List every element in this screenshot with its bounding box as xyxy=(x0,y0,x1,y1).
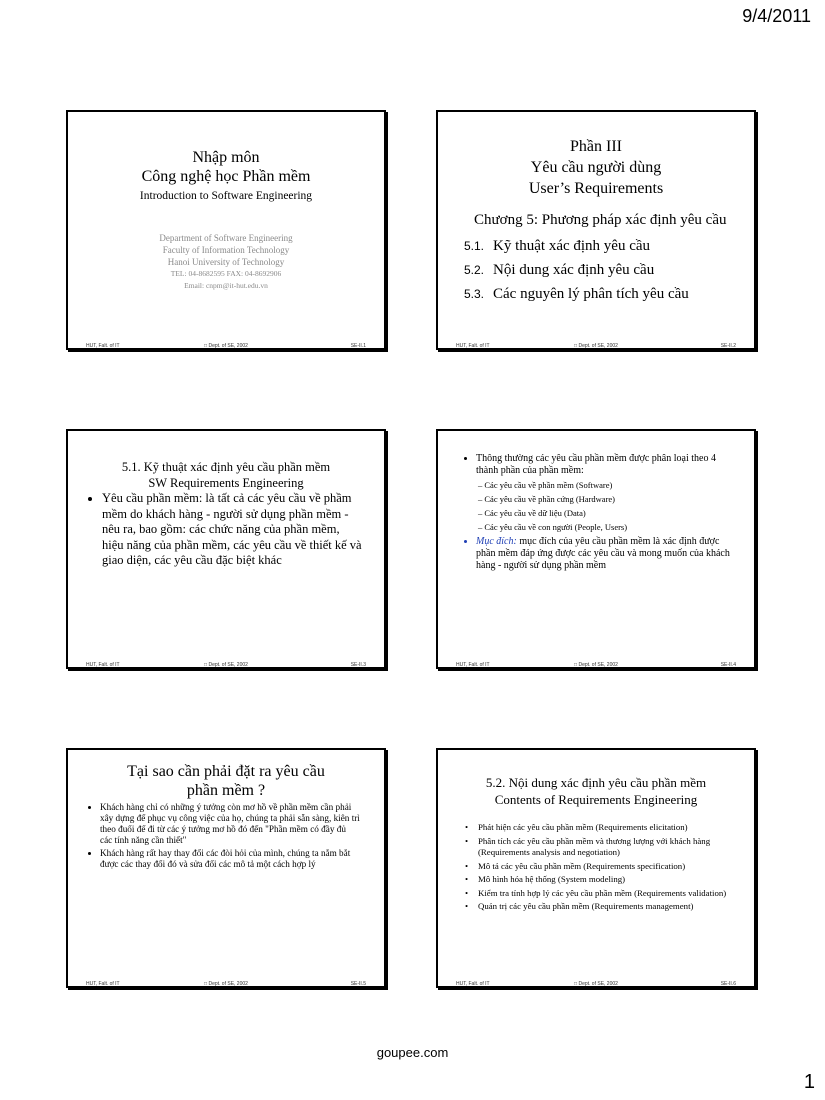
footer-right: SE-II.5 xyxy=(350,981,366,987)
contact-email: Email: cnpm@it-hut.edu.vn xyxy=(184,281,268,290)
slide-6 xyxy=(436,748,756,988)
slide-5-bullets xyxy=(86,802,360,872)
list-item: • Mô hình hóa hệ thống (System modeling) xyxy=(478,874,738,886)
item-text: Các nguyên lý phân tích yêu cầu xyxy=(493,286,689,302)
item-number: 5.2. xyxy=(464,263,485,277)
footer-left: HUT, Falt. of IT xyxy=(86,662,120,668)
footer-center: □ Dept. of SE, 2002 xyxy=(574,662,618,668)
list-item: • Khách hàng chỉ có những ý tưởng còn mơ hồ về phần mềm cần phải xây dựng để phục vụ công việc của họ, chúng ta phải sẵn sàng, kiên trì theo đuổi để đi từ các ý tưởng mơ hồ đó đến "Phần mềm có đầy đủ các tính năng cần thiết" xyxy=(100,802,360,846)
list-item: • Kiểm tra tính hợp lý các yêu cầu phần mềm (Requirements validation) xyxy=(478,888,738,900)
footer-center: □ Dept. of SE, 2002 xyxy=(574,343,618,349)
footer-left: HUT, Falt. of IT xyxy=(86,981,120,987)
slide-3-title xyxy=(68,459,384,491)
list-item xyxy=(476,536,734,572)
footer-left: HUT, Falt. of IT xyxy=(456,662,490,668)
footer-center: □ Dept. of SE, 2002 xyxy=(204,343,248,349)
slide-6-bullets xyxy=(464,822,738,915)
footer-left: HUT, Falt. of IT xyxy=(456,343,490,349)
slide-6-title-line-2: Contents of Requirements Engineering xyxy=(494,792,698,807)
list-item: • Yêu cầu phần mềm: là tất cả các yêu cầu về phầm mềm do khách hàng - người sử dụng phần mềm - nêu ra, bao gồm: các chức năng của phần mềm, hiệu năng của phần mềm, các yêu cầu về thiết kế và giao diện, các yêu cầu đặc biệt khác xyxy=(102,491,362,569)
footer-left: HUT, Falt. of IT xyxy=(86,343,120,349)
purpose-text: mục đích của yêu cầu phần mềm là xác định được phần mềm đáp ứng được các yêu cầu và mong muốn của khách hàng - người sử dụng phần mềm xyxy=(476,536,730,571)
list-item: • Phát hiện các yêu cầu phần mềm (Requirements elicitation) xyxy=(478,822,738,834)
slide-1-title-line-2: Công nghệ học Phần mềm xyxy=(141,168,311,185)
slide-3-title-line-2: SW Requirements Engineering xyxy=(148,476,304,490)
list-item: • Khách hàng rất hay thay đổi các đòi hỏi của mình, chúng ta nắm bắt được các thay đổi đó và sửa đổi các mô tả một cách hợp lý xyxy=(100,848,360,870)
slide-1-title-line-1: Nhập môn xyxy=(192,149,260,166)
page-date: 9/4/2011 xyxy=(742,6,811,26)
slide-2-head-line-3: User’s Requirements xyxy=(528,180,664,197)
slide-6-title xyxy=(438,774,754,808)
slide-1-subtitle: Introduction to Software Engineering xyxy=(139,190,313,202)
footer-right: SE-II.3 xyxy=(350,662,366,668)
slide-1-title xyxy=(68,148,384,186)
item-text: Nội dung xác định yêu cầu xyxy=(493,262,655,278)
list-item xyxy=(464,234,689,258)
item-text: Kỹ thuật xác định yêu cầu xyxy=(493,238,651,254)
dept-line-1: Department of Software Engineering xyxy=(159,233,293,243)
sub-list-item: – Các yêu cầu về con người (People, Users) xyxy=(490,520,734,534)
slide-5-title-line-2: phần mềm ? xyxy=(186,782,266,799)
item-number: 5.1. xyxy=(464,239,485,253)
slide-2-head-line-2: Yêu cầu người dùng xyxy=(530,159,662,176)
sub-list-item: – Các yêu cầu về phần cứng (Hardware) xyxy=(490,492,734,506)
dept-line-2: Faculty of Information Technology xyxy=(162,245,290,255)
slide-6-title-line-1: 5.2. Nội dung xác định yêu cầu phần mềm xyxy=(485,775,707,790)
slide-2-list xyxy=(464,234,689,306)
slide-4-intro: Thông thường các yêu cầu phần mềm được phân loại theo 4 thành phần của phần mềm: xyxy=(476,453,716,476)
sub-list-item: – Các yêu cầu về dữ liệu (Data) xyxy=(490,506,734,520)
slide-3-bullets xyxy=(86,491,362,569)
list-item xyxy=(464,282,689,306)
footer-center: □ Dept. of SE, 2002 xyxy=(204,662,248,668)
footer-right: SE-II.2 xyxy=(720,343,736,349)
slide-3-title-line-1: 5.1. Kỹ thuật xác định yêu cầu phần mềm xyxy=(121,460,331,474)
slide-5 xyxy=(66,748,386,988)
slide-4-bullets xyxy=(462,453,734,574)
slide-5-title xyxy=(68,762,384,800)
site-footer: goupee.com xyxy=(376,1045,449,1060)
page-number: 1 xyxy=(803,1071,815,1093)
slide-2-head-line-1: Phần III xyxy=(570,138,622,155)
dept-line-3: Hanoi University of Technology xyxy=(167,257,285,267)
slide-5-title-line-1: Tại sao cần phải đặt ra yêu cầu xyxy=(127,763,325,780)
footer-right: SE-II.1 xyxy=(350,343,366,349)
slide-2-heading xyxy=(438,136,754,199)
list-item xyxy=(464,258,689,282)
sub-list-item: – Các yêu cầu về phần mềm (Software) xyxy=(490,478,734,492)
purpose-label: Mục đích: xyxy=(476,536,517,547)
slide-3 xyxy=(66,429,386,669)
list-item: • Mô tả các yêu cầu phần mềm (Requirements specification) xyxy=(478,861,738,873)
slide-2-chapter: Chương 5: Phương pháp xác định yêu cầu xyxy=(474,212,727,228)
list-item: • Phân tích các yêu cầu phần mềm và thương lượng với khách hàng (Requirements analysis and negotiation) xyxy=(478,836,738,859)
slide-4 xyxy=(436,429,756,669)
list-item xyxy=(476,453,734,534)
footer-left: HUT, Falt. of IT xyxy=(456,981,490,987)
footer-right: SE-II.6 xyxy=(720,981,736,987)
slide-1 xyxy=(66,110,386,350)
slide-2 xyxy=(436,110,756,350)
footer-center: □ Dept. of SE, 2002 xyxy=(204,981,248,987)
list-item: • Quản trị các yêu cầu phần mềm (Requirements management) xyxy=(478,901,738,913)
slide-4-sublist xyxy=(476,478,734,534)
item-number: 5.3. xyxy=(464,287,485,301)
slide-1-department xyxy=(68,232,384,292)
contact-phone: TEL: 04-8682595 FAX: 04-8692906 xyxy=(170,269,282,278)
footer-center: □ Dept. of SE, 2002 xyxy=(574,981,618,987)
footer-right: SE-II.4 xyxy=(720,662,736,668)
